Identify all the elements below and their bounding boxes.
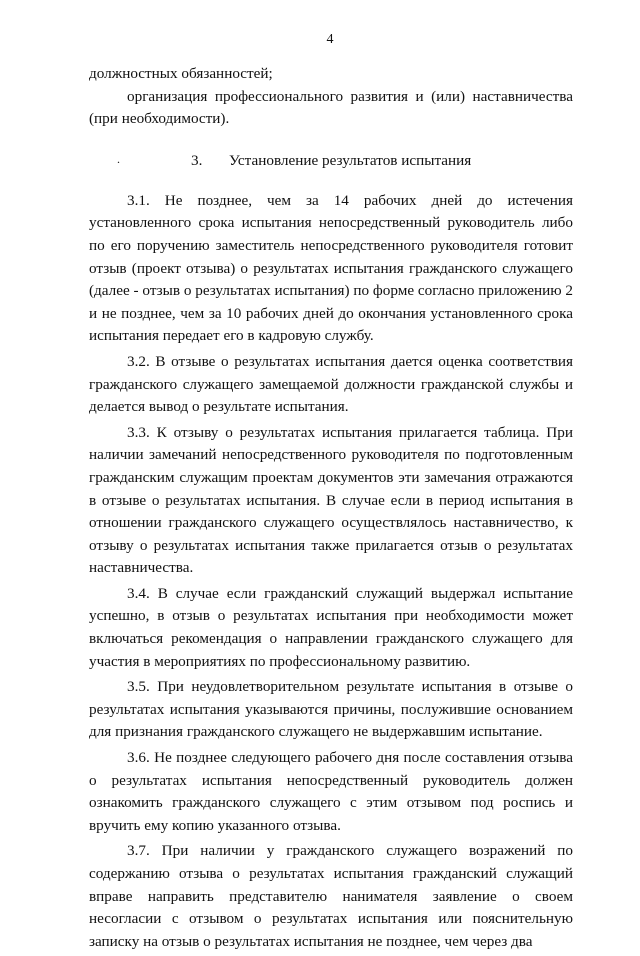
- paragraph-3-3: 3.3. К отзыву о результатах испытания прилагается таблица. При наличии замечаний непосредственного руководителя по подготовленным гражданским служащим проектам документов эти замечания отражаются в отзыве о результатах испытания. В случае если в период испытания в отношении гражданского служащего осуществлялось наставничество, к отзыву о результатах испытания также прилагается отзыв о результатах наставничества.: [89, 423, 573, 577]
- section-title: Установление результатов испытания: [229, 151, 472, 169]
- paragraph-3-5: 3.5. При неудовлетворительном результате испытания в отзыве о результатах испытания указываются причины, послужившие основанием для признания гражданского служащего не выдержавшим испытание.: [89, 678, 573, 741]
- section-number: 3.: [191, 151, 203, 169]
- document-body: [89, 63, 573, 956]
- intro-line-1: должностных обязанностей;: [89, 65, 273, 82]
- paragraph-3-4: 3.4. В случае если гражданский служащий выдержал испытание успешно, в отзыв о результатах испытания при необходимости может включаться рекомендация о направлении гражданского служащего для участия в мероприятиях по профессиональному развитию.: [89, 584, 573, 670]
- page-number: 4: [326, 32, 334, 47]
- section-heading: [89, 150, 573, 172]
- paragraph-3-7: 3.7. При наличии у гражданского служащего возражений по содержанию отзыва о результатах испытания гражданский служащий вправе направить представителю нанимателя заявление о своем несогласии с отзывом о результатах испытания или пояснительную записку на отзыв о результатах испытания не позднее, чем через два: [89, 842, 573, 950]
- paragraph-3-1: 3.1. Не позднее, чем за 14 рабочих дней до истечения установленного срока испытания непосредственный руководитель либо по его поручению заместитель непосредственного руководителя готовит отзыв (проект отзыва) о результатах испытания гражданского служащего (далее - отзыв о результатах испытания) по форме согласно приложению 2 и не позднее, чем за 10 рабочих дней до окончания установленного срока испытания передает его в кадровую службу.: [89, 191, 573, 345]
- paragraph-3-2: 3.2. В отзыве о результатах испытания дается оценка соответствия гражданского служащего замещаемой должности гражданской службы и делается вывод о результате испытания.: [89, 352, 573, 416]
- paragraph-3-6: 3.6. Не позднее следующего рабочего дня после составления отзыва о результатах испытания непосредственный руководитель должен ознакомить гражданского служащего с этим отзывом под роспись и вручить ему копию указанного отзыва.: [89, 749, 573, 834]
- intro-line-2: организация профессионального развития и (или) наставничества (при необходимости).: [89, 87, 573, 128]
- section-marker: .: [117, 151, 120, 166]
